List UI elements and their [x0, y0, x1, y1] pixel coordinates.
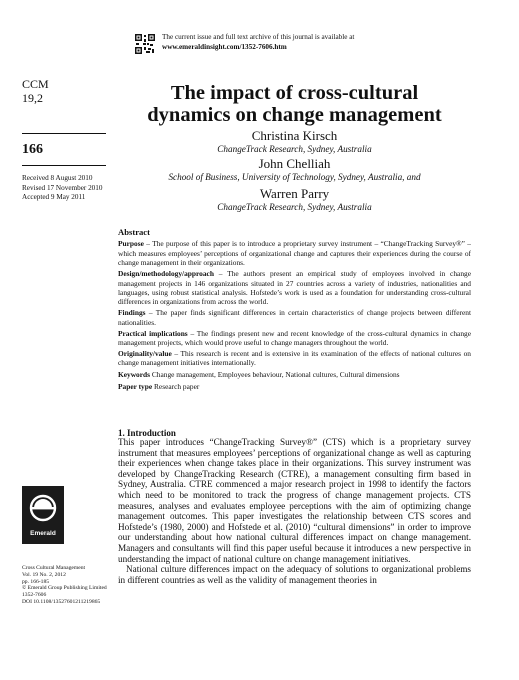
- paper-title: [118, 82, 471, 126]
- abstract-practical: [118, 329, 471, 348]
- originality-text: – This research is recent and is extensive in its examination of the effects of national cultures on change management initiatives internationally.: [118, 348, 471, 368]
- abstract-paper-type: [118, 382, 471, 391]
- abstract-keywords: [118, 370, 471, 379]
- author-affiliation: School of Business, University of Technology, Sydney, Australia, and: [168, 172, 421, 182]
- originality-label: Originality/value: [118, 348, 172, 358]
- purpose-label: Purpose: [118, 239, 144, 249]
- purpose-text: – The purpose of this paper is to introduce a proprietary survey instrument – “ChangeTracking Survey®” – which measures employees’ perceptions of organizational change and captures their experiences during the course of change management in their organizations.: [118, 239, 471, 268]
- practical-text: – The findings present new and recent knowledge of the cross-cultural dynamics in change management projects, which would prove useful to change managers throughout the world.: [118, 328, 471, 347]
- design-label: Design/methodology/approach: [118, 269, 214, 279]
- abstract-purpose: [118, 239, 471, 267]
- volume-issue: 19,2: [22, 91, 43, 105]
- journal-abbrev: CCM: [22, 77, 49, 91]
- abstract: [118, 228, 471, 393]
- emerald-logo-text: Emerald: [30, 530, 56, 537]
- findings-text: – The paper finds significant differences in certain characteristics of change projects between different nationalities.: [118, 308, 471, 327]
- abstract-design: [118, 269, 471, 307]
- revised-date: Revised 17 November 2010: [22, 183, 103, 192]
- author-name: Warren Parry: [259, 186, 330, 201]
- archive-notice: The current issue and full text archive of this journal is available at: [162, 33, 355, 41]
- page-range: pp. 166-185: [22, 578, 50, 585]
- design-text: – The authors present an empirical study of employees involved in change management projects in 146 organizations situated in 27 countries across a variety of industries, nationalities and languages, using robust statistical analysis. Hofstede’s work is used as a foundation for understanding cross-cultural differences in organizations from across the world.: [118, 269, 471, 307]
- title-line-2: dynamics on change management: [147, 104, 442, 126]
- qr-code-icon: [134, 33, 156, 55]
- margin-divider-bottom: [22, 165, 106, 166]
- archive-url-link[interactable]: www.emeraldinsight.com/1352-7606.htm: [162, 43, 287, 51]
- practical-label: Practical implications: [118, 328, 188, 338]
- page-number: 166: [22, 142, 43, 157]
- accepted-date: Accepted 9 May 2011: [22, 193, 86, 202]
- received-date: Received 8 August 2010: [22, 174, 93, 182]
- abstract-originality: [118, 349, 471, 368]
- paper-type-label: Paper type: [118, 382, 153, 392]
- intro-paragraph: National culture differences impact on the adequacy of solutions to organizational problems in different countries as well as the validity of management theories in: [118, 564, 471, 585]
- intro-paragraph: This paper introduces “ChangeTracking Survey®” (CTS) which is a proprietary survey instrument that measures employees’ perceptions of organizational change as well as capturing their experiences when change takes place in their organizations. This survey instrument was developed by ChangeTracking Research (CTRE), a management consulting firm based in Sydney, Australia. CTRE commenced a major research project in 1998 to identify the factors which need to be monitored to track the progress of change management projects. CTS measures, analyses and evaluates employee perceptions with the aim of optimizing change management outcomes. This paper investigates the relationship between CTS scores and Hofstede’s (1980, 2000) and Hofstede et al. (2010) “cultural dimensions” in order to improve our understanding about how national cultural differences impact on change management. Managers and consultants will find this paper useful because it introduces a new perspective in understanding the impact of national culture on change management initiatives.: [118, 437, 471, 564]
- section-heading: 1. Introduction: [118, 428, 176, 438]
- abstract-findings: [118, 308, 471, 327]
- margin-divider-top: [22, 133, 106, 134]
- copyright: © Emerald Group Publishing Limited: [22, 585, 107, 592]
- journal-code: [22, 77, 49, 105]
- submission-dates: [22, 174, 102, 203]
- author-affiliation: ChangeTrack Research, Sydney, Australia: [217, 202, 372, 212]
- keywords-text: Change management, Employees behaviour, National cultures, Cultural dimensions: [150, 369, 400, 379]
- publication-info: [22, 565, 107, 606]
- volume-number: Vol. 19 No. 2, 2012: [22, 571, 66, 578]
- author-affiliation: ChangeTrack Research, Sydney, Australia: [217, 144, 372, 154]
- findings-label: Findings: [118, 308, 146, 318]
- doi: DOI 10.1108/13527601211219865: [22, 598, 101, 605]
- author-name: Christina Kirsch: [251, 128, 338, 143]
- issn: 1352-7606: [22, 592, 47, 599]
- author-name: John Chelliah: [258, 156, 331, 171]
- abstract-heading: Abstract: [118, 227, 150, 237]
- title-line-1: The impact of cross-cultural: [170, 82, 419, 104]
- paper-type-text: Research paper: [152, 382, 200, 392]
- keywords-label: Keywords: [118, 369, 151, 379]
- body-text: [118, 437, 471, 585]
- journal-name: Cross Cultural Management: [22, 565, 86, 571]
